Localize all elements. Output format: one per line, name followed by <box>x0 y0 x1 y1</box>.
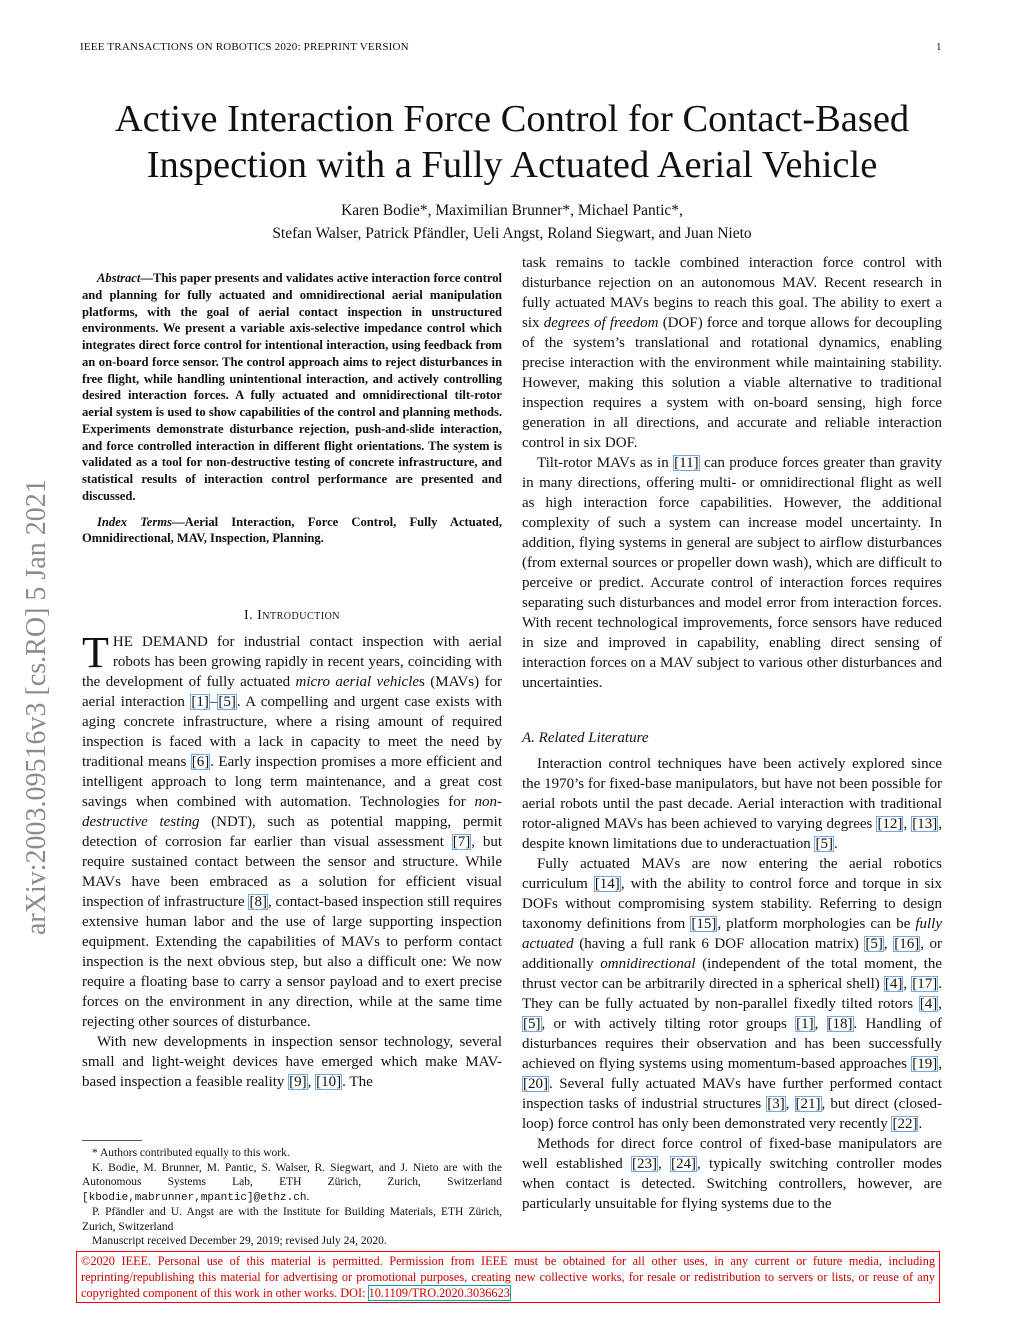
citation-link[interactable]: [6] <box>191 754 210 770</box>
introduction-body: THE DEMAND for industrial contact inspection with aerial robots has been growing rapidly in recent years, coinciding with the development of fully actuated micro aerial vehicles (MAVs) for aerial interaction [1]–[5]. A compelling and urgent case exists with aging concrete infrastructure, where a rising amount of required inspection is faced with a lack in capacity to meet the need by traditional means [6]. Early inspection promises a more efficient and intelligent approach to long term maintenance, and a great cost savings when combined with automation. Technologies for non-destructive testing (NDT), such as potential mapping, permit detection of corrosion far earlier than visual assessment [7], but require sustained contact between the sensor and structure. While MAVs have been embraced as a solution for efficient visual inspection of infrastructure [8], contact-based inspection still requires extensive human labor and the use of large supporting inspection equipment. Extending the capabilities of MAVs to perform contact inspection is the next obvious step, but also a difficult one: We now require a floating base to carry a sensor payload and to exert precise forces on the environment in any direction, while at the same time rejecting other sources of disturbance. With new developments in inspection sensor technology, several small and light-weight devices have emerged which make MAV-based inspection a feasible reality [9], [10]. The <box>82 628 503 1090</box>
citation-link[interactable]: [19] <box>912 1056 938 1072</box>
footnote-manuscript-dates: Manuscript received December 29, 2019; revised July 24, 2020. <box>92 1235 387 1247</box>
author-line-2: Stefan Walser, Patrick Pfändler, Ueli Angst, Roland Siegwart, and Juan Nieto <box>272 225 752 242</box>
copyright-notice: ©2020 IEEE. Personal use of this material is permitted. Permission from IEEE must be obtained for all other uses, in any current or future media, including reprinting/republishing this material for advertising or promotional purposes, creating new collective works, for resale or redistribution to servers or lists, or reuse of any copyrighted component of this work in other works. DOI: 10.1109/TRO.2020.3036623 <box>76 1251 940 1303</box>
citation-link[interactable]: [7] <box>452 834 471 850</box>
citation-link[interactable]: [23] <box>631 1156 657 1172</box>
citation-link[interactable]: [15] <box>691 916 717 932</box>
citation-link[interactable]: [20] <box>523 1076 548 1092</box>
citation-link[interactable]: [16] <box>894 936 920 952</box>
citation-link[interactable]: [4] <box>884 976 903 992</box>
page-number: 1 <box>936 41 942 53</box>
citation-link[interactable]: [9] <box>289 1074 307 1090</box>
footnote-equal-contribution: * Authors contributed equally to this work. <box>92 1147 290 1159</box>
footnotes <box>82 1146 502 1249</box>
citation-link[interactable]: [18] <box>827 1016 853 1032</box>
citation-link[interactable]: [5] <box>523 1016 541 1032</box>
citation-link[interactable]: [5] <box>815 836 833 852</box>
abstract-label: Abstract <box>97 271 141 285</box>
citation-link[interactable]: [3] <box>767 1096 785 1112</box>
author-line-1: Karen Bodie*, Maximilian Brunner*, Michael Pantic*, <box>341 202 683 219</box>
index-terms-text: —Aerial Interaction, Force Control, Fully Actuated, Omnidirectional, MAV, Inspection, Planning. <box>82 514 502 546</box>
author-emails: [kbodie,mabrunner,mpantic]@ethz.ch <box>82 1191 307 1204</box>
citation-link[interactable]: [1] <box>191 694 209 710</box>
index-terms-label: Index Terms <box>97 514 172 529</box>
footnote-rule <box>82 1140 142 1141</box>
citation-link[interactable]: [14] <box>594 876 620 892</box>
footnote-affiliation-ifb: P. Pfändler and U. Angst are with the Institute for Building Materials, ETH Zürich, Zurich, Switzerland <box>82 1206 502 1233</box>
arxiv-stamp: arXiv:2003.09516v3 [cs.RO] 5 Jan 2021 <box>21 479 52 935</box>
citation-link[interactable]: [17] <box>912 976 938 992</box>
abstract <box>82 270 502 547</box>
citation-link[interactable]: [5] <box>865 936 883 952</box>
right-column-intro: task remains to tackle combined interaction force control with disturbance rejection on an autonomous MAV. Recent research in fully actuated MAVs begins to reach this goal. The ability to exert a six degrees of freedom (DOF) force and torque allows for decoupling of the system’s translational and rotational dynamics, enabling precise interaction with the environment while maintaining stability. However, making this solution a viable alternative to traditional inspection requires a system with on-board sensing, high force generation in all directions, and accurate and reliable interaction control in six DOF. Tilt-rotor MAVs as in [11] can produce forces greater than gravity in many directions, offering multi- or omnidirectional flight as well as high interaction force capabilities. However, the additional complexity of such a system can increase model uncertainty. In addition, flying systems in general are subject to airflow disturbances (from external sources or propeller down wash), which are difficult to perceive or predict. Accurate control of interaction forces requires separating such disturbances and model error from interaction forces. With recent technological improvements, force sensors have reduced in size and improved in capability, enabling direct sensing of interaction forces on a MAV subject to various other disturbances and uncertainties. <box>522 255 942 691</box>
related-literature-body: Interaction control techniques have been actively explored since the 1970’s for fixed-base manipulators, but have not been possible for aerial robots until the past decade. Aerial interaction with traditional rotor-aligned MAVs has been achieved to varying degrees [12], [13], despite known limitations due to underactuation [5]. Fully actuated MAVs are now entering the aerial robotics curriculum [14], with the ability to control force and torque in six DOFs without compromising system stability. Referring to design taxonomy definitions from [15], platform morphologies can be fully actuated (having a full rank 6 DOF allocation matrix) [5], [16], or additionally omnidirectional (independent of the total moment, the thrust vector can be arbitrarily directed in a spherical shell) [4], [17]. They can be fully actuated by non-parallel fixedly tilted rotors [4], [5], or with actively tilting rotor groups [1], [18]. Handling of disturbances requires their observation and has been successfully achieved on flying systems using momentum-based approaches [19], [20]. Several fully actuated MAVs have further performed contact inspection tasks of industrial structures [3], [21], but direct (closed-loop) force control has only been demonstrated very recently [22]. Methods for direct force control of fixed-base manipulators are well established [23], [24], typically switching controller modes when contact is detected. Switching controllers, however, are particularly unsuitable for flying systems due to the <box>522 756 943 1212</box>
citation-link[interactable]: [22] <box>892 1116 918 1132</box>
drop-cap: T <box>82 628 109 677</box>
doi-link[interactable]: 10.1109/TRO.2020.3036623 <box>368 1286 510 1300</box>
citation-link[interactable]: [13] <box>912 816 938 832</box>
running-header: IEEE TRANSACTIONS ON ROBOTICS 2020: PREPRINT VERSION <box>80 41 409 53</box>
author-list <box>100 199 924 245</box>
section-heading-introduction: I. Introduction <box>243 608 341 623</box>
citation-link[interactable]: [5] <box>218 694 236 710</box>
citation-link[interactable]: [1] <box>796 1016 814 1032</box>
citation-link[interactable]: [10] <box>316 1074 342 1090</box>
citation-link[interactable]: [4] <box>919 996 938 1012</box>
citation-link[interactable]: [8] <box>249 894 267 910</box>
citation-link[interactable]: [11] <box>674 455 699 471</box>
abstract-text: —This paper presents and validates active interaction force control and planning for fully actuated and omnidirectional aerial manipulation platforms, with the goal of aerial contact inspection in unstructured environments. We present a variable axis-selective impedance control which integrates direct force control for intentional interaction, using feedback from an on-board force sensor. The control approach aims to reject disturbances in free flight, while handling unintentional interaction, and actively controlling desired interaction forces. A fully actuated and omnidirectional tilt-rotor aerial system is used to show capabilities of the control and planning methods. Experiments demonstrate disturbance rejection, push-and-slide interaction, and force controlled interaction in different flight orientations. The system is validated as a tool for non-destructive testing of concrete infrastructure, and statistical results of interaction control performance are presented and discussed. <box>82 271 502 503</box>
subsection-heading-related-literature: A. Related Literature <box>522 730 649 746</box>
footnote-affiliation-asl: K. Bodie, M. Brunner, M. Pantic, S. Walser, R. Siegwart, and J. Nieto are with the Autonomous Systems Lab, ETH Zürich, Zurich, Switzerland [kbodie,mabrunner,mpantic]@ethz.ch. <box>82 1161 502 1204</box>
citation-link[interactable]: [24] <box>670 1156 696 1172</box>
paper-title: Active Interaction Force Control for Contact-Based Inspection with a Fully Actuated Aerial Vehicle <box>114 98 910 186</box>
citation-link[interactable]: [12] <box>877 816 903 832</box>
citation-link[interactable]: [21] <box>795 1096 821 1112</box>
